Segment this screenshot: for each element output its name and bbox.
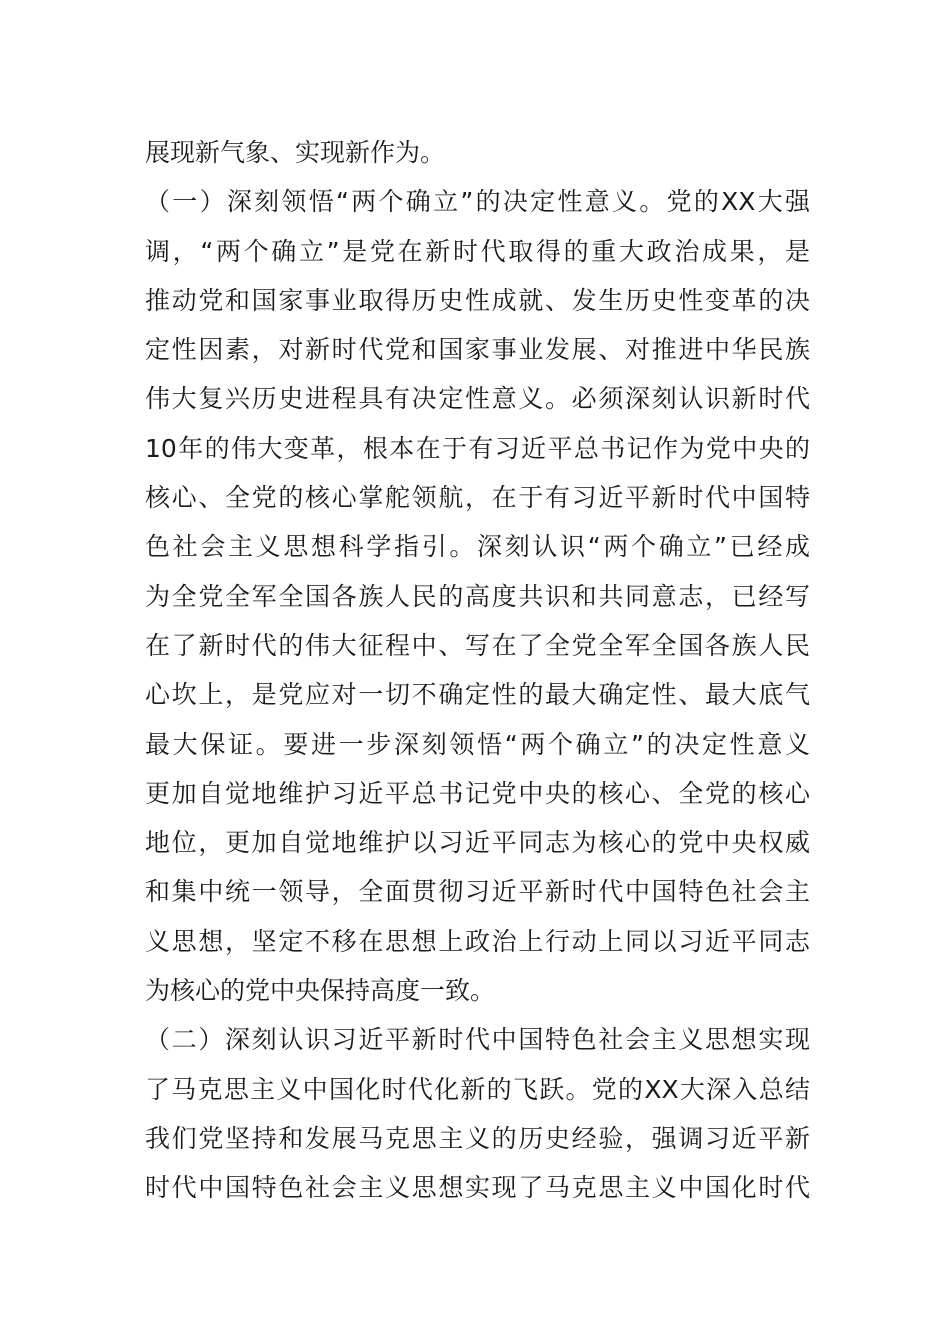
text-line: 定性因素，对新时代党和国家事业发展、对推进中华民族 — [145, 335, 810, 365]
text-line: 了马克思主义中国化时代化新的飞跃。党的XX大深入总结 — [145, 1074, 810, 1104]
text-line: 伟大复兴历史进程具有决定性意义。必须深刻认识新时代 — [145, 384, 810, 414]
text-line: 10年的伟大变革，根本在于有习近平总书记作为党中央的 — [145, 433, 810, 463]
text-line: 核心、全党的核心掌舵领航，在于有习近平新时代中国特 — [145, 483, 810, 513]
text-line: 推动党和国家事业取得历史性成就、发生历史性变革的决 — [145, 285, 810, 315]
text-line: 地位，更加自觉地维护以习近平同志为核心的党中央权威 — [145, 828, 810, 858]
text-line: 心坎上，是党应对一切不确定性的最大确定性、最大底气 — [145, 680, 810, 710]
text-line: 时代中国特色社会主义思想实现了马克思主义中国化时代 — [145, 1173, 810, 1203]
body-text — [145, 128, 810, 1213]
text-line: 为全党全军全国各族人民的高度共识和共同意志，已经写 — [145, 581, 810, 611]
text-line: 最大保证。要进一步深刻领悟“两个确立”的决定性意义 — [145, 729, 810, 759]
text-line: 展现新气象、实现新作为。 — [145, 138, 446, 167]
text-line: （二）深刻认识习近平新时代中国特色社会主义思想实现 — [145, 1025, 810, 1055]
text-line: 色社会主义思想科学指引。深刻认识“两个确立”已经成 — [145, 532, 810, 562]
text-line: （一）深刻领悟“两个确立”的决定性意义。党的XX大强 — [145, 187, 810, 217]
text-line: 更加自觉地维护习近平总书记党中央的核心、全党的核心 — [145, 778, 810, 808]
text-line: 为核心的党中央保持高度一致。 — [145, 976, 496, 1006]
text-line: 和集中统一领导，全面贯彻习近平新时代中国特色社会主 — [145, 877, 810, 907]
text-line: 在了新时代的伟大征程中、写在了全党全军全国各族人民 — [145, 630, 810, 660]
text-line: 义思想，坚定不移在思想上政治上行动上同以习近平同志 — [145, 926, 810, 956]
text-line: 我们党坚持和发展马克思主义的历史经验，强调习近平新 — [145, 1123, 810, 1153]
text-line: 调，“两个确立”是党在新时代取得的重大政治成果，是 — [145, 236, 810, 266]
